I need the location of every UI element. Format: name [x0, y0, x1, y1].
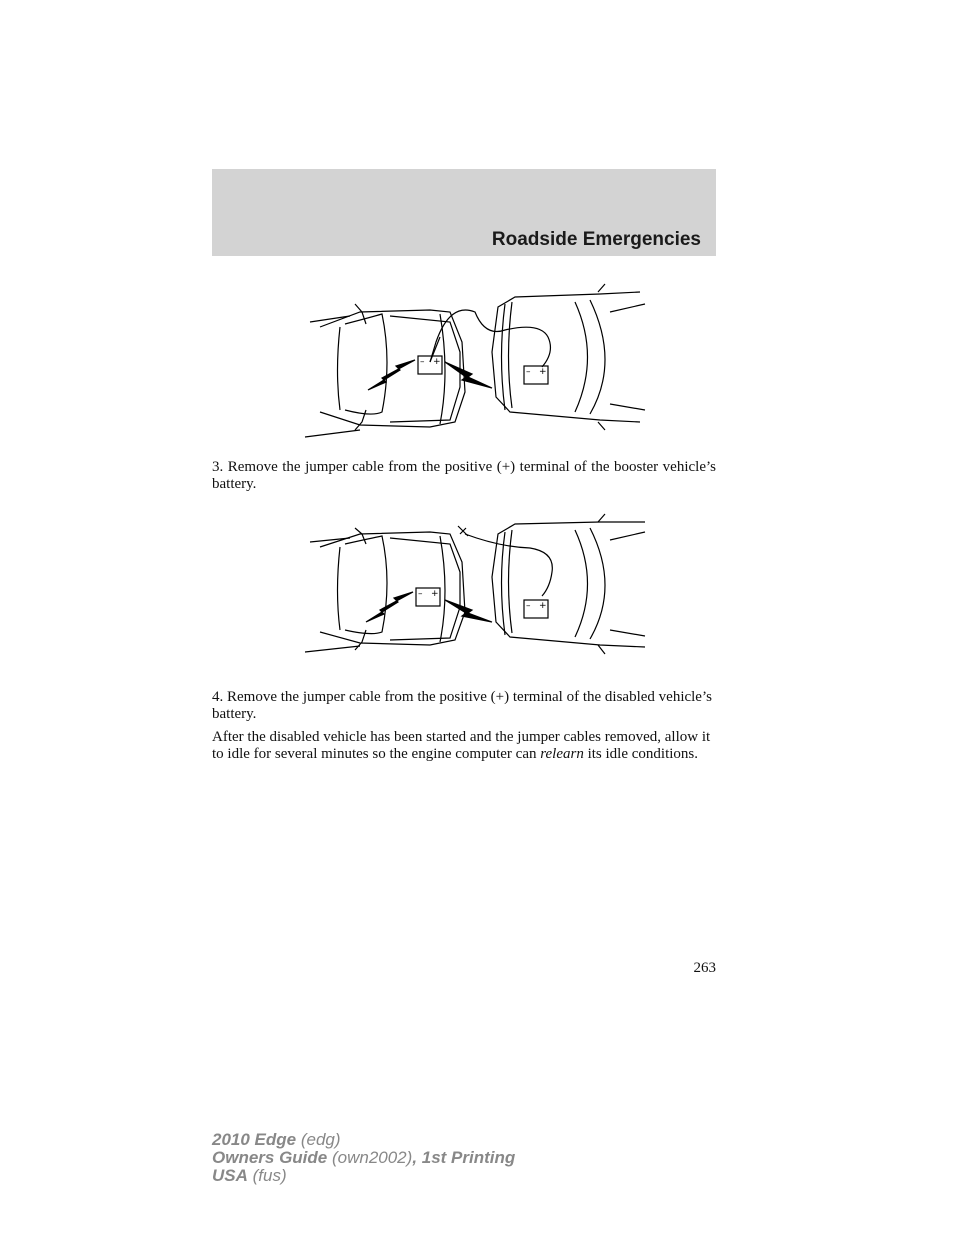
relearn-emphasis: relearn: [540, 745, 584, 762]
after-start-text: After the disabled vehicle has been started and the jumper cables removed, allow it to idle for several minutes so the engine computer can relearn its idle conditions.: [212, 729, 711, 762]
svg-text:–: –: [418, 589, 423, 599]
svg-text:–: –: [420, 357, 425, 367]
page-number: 263: [693, 960, 716, 976]
lightning-icon: [368, 360, 415, 390]
booster-vehicle: [492, 284, 645, 430]
svg-text:+: +: [431, 589, 439, 599]
svg-text:–: –: [526, 367, 531, 377]
disabled-battery: [416, 588, 440, 606]
disabled-vehicle: [305, 304, 465, 437]
jumper-diagram-step3: [300, 282, 650, 440]
svg-text:+: +: [539, 367, 547, 377]
lightning-icon: [366, 592, 413, 622]
disabled-battery: [418, 356, 442, 374]
lightning-icon: [445, 362, 492, 388]
jumper-cable: [430, 310, 550, 367]
svg-text:+: +: [433, 357, 441, 367]
disabled-vehicle: [305, 528, 465, 652]
step-3-text: 3. Remove the jumper cable from the positive (+) terminal of the booster vehicle’s battery.: [212, 459, 716, 492]
section-header: [212, 169, 716, 256]
svg-text:+: +: [539, 601, 547, 611]
footer-imprint: 2010 Edge (edg) Owners Guide (own2002), 1st Printing USA (fus): [212, 1130, 516, 1185]
section-title: Roadside Emergencies: [491, 229, 701, 250]
svg-text:–: –: [526, 601, 531, 611]
booster-battery: [524, 600, 548, 618]
cable-clamp-icon: [458, 526, 468, 536]
step-4-text: 4. Remove the jumper cable from the positive (+) terminal of the disabled vehicle’s battery.: [212, 689, 712, 722]
booster-vehicle: [492, 514, 645, 654]
jumper-diagram-step4: [300, 512, 650, 660]
booster-battery: [524, 366, 548, 384]
lightning-icon: [445, 600, 492, 622]
